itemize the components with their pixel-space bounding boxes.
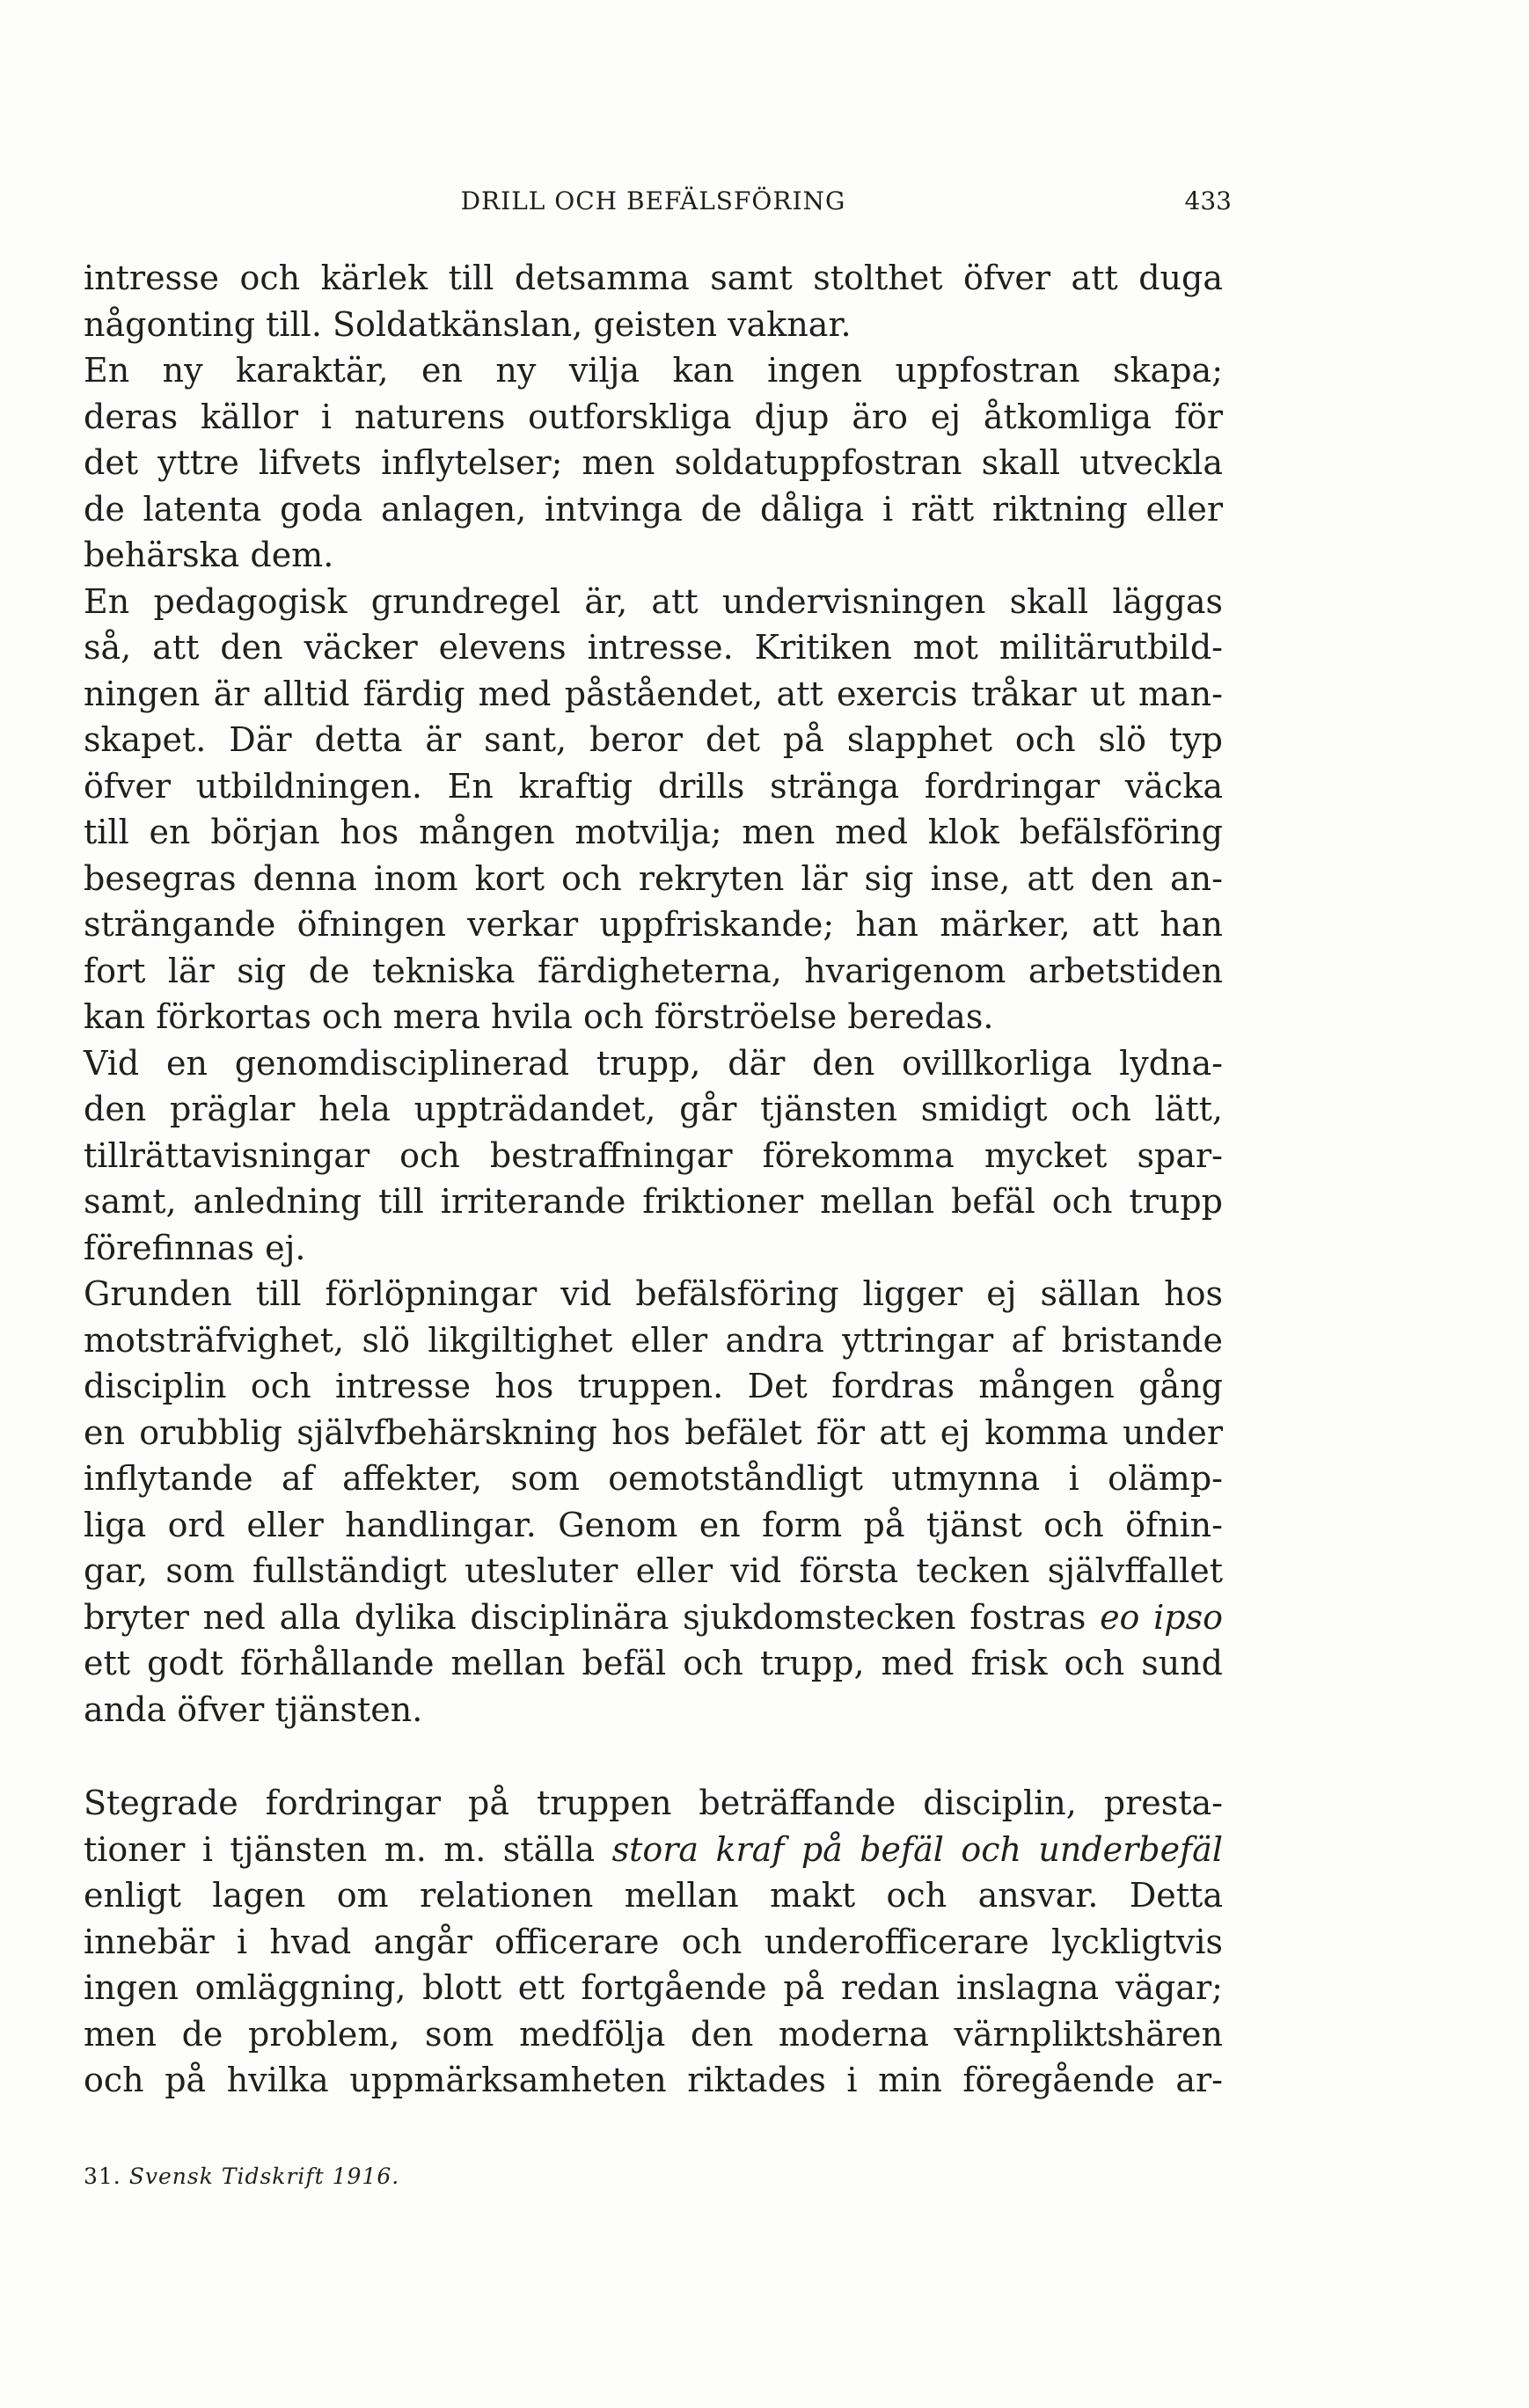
text-line: samt, anledning till irriterande friktioner mellan befäl och trupp [84, 1182, 1223, 1221]
text-line: men de problem, som medfölja den moderna värnpliktshären [84, 2014, 1223, 2054]
text-line: motsträfvighet, slö likgiltighet eller andra yttringar af bristande [84, 1320, 1223, 1360]
text-line: En ny karaktär, en ny vilja kan ingen uppfostran skapa; [84, 351, 1223, 390]
text-line: strängande öfningen verkar uppfriskande; han märker, att han [84, 905, 1223, 944]
text-line: Grunden till förlöpningar vid befälsföring ligger ej sällan hos [84, 1274, 1223, 1313]
text-line: och på hvilka uppmärksamheten riktades i min föregående ar- [84, 2061, 1223, 2099]
text-line: intresse och kärlek till detsamma samt stolthet öfver att duga [84, 259, 1223, 297]
text-line: deras källor i naturens outforskliga djup äro ej åtkomliga för [84, 397, 1223, 436]
text-line: fort lär sig de tekniska färdigheterna, hvarigenom arbetstiden [84, 951, 1223, 990]
signature-number: 31. [84, 2164, 121, 2189]
italic-phrase: eo ipso [1100, 1597, 1223, 1637]
text-line: behärska dem. [84, 536, 334, 574]
signature-text: Svensk Tidskrift 1916. [128, 2164, 400, 2189]
text-line: en orubblig självfbehärskning hos befälet för att ej komma under [84, 1412, 1223, 1452]
text-line: anda öfver tjänsten. [84, 1689, 423, 1729]
text-line: så, att den väcker elevens intresse. Kritiken mot militärutbild- [84, 628, 1223, 667]
text-line [84, 1827, 1223, 1873]
text-line: liga ord eller handlingar. Genom en form på tjänst och öfnin- [84, 1505, 1223, 1544]
text-line: kan förkortas och mera hvila och förströelse beredas. [84, 997, 994, 1036]
body-text [84, 255, 1223, 2104]
text-line: besegras denna inom kort och rekryten lär sig inse, att den an- [84, 858, 1223, 898]
text-line: det yttre lifvets inflytelser; men soldatuppfostran skall utveckla [84, 443, 1223, 482]
text-line: ett godt förhållande mellan befäl och trupp, med frisk och sund [84, 1644, 1223, 1682]
running-title: DRILL OCH BEFÄLSFÖRING [460, 186, 846, 215]
text-line: tillrättavisningar och bestraffningar förekomma mycket spar- [84, 1135, 1223, 1175]
text-line: till en början hos mången motvilja; men med klok befälsföring [84, 813, 1223, 851]
italic-phrase: stora kraf på befäl och underbefäl [611, 1829, 1223, 1869]
running-head [84, 186, 1232, 222]
text-line: gar, som fullständigt utesluter eller vid första tecken självffallet [84, 1551, 1223, 1590]
text-span: bryter ned alla dylika disciplinära sjukdomstecken fostras [84, 1597, 1086, 1637]
text-line: inflytande af affekter, som oemotståndligt utmynna i olämp- [84, 1459, 1223, 1498]
text-line: någonting till. Soldatkänslan, geisten vaknar. [84, 304, 852, 344]
footer-signature [84, 2164, 399, 2189]
text-line: de latenta goda anlagen, intvinga de dåliga i rätt riktning eller [84, 489, 1223, 529]
text-line: Stegrade fordringar på truppen beträffande disciplin, presta- [84, 1784, 1223, 1822]
text-line [84, 1594, 1223, 1641]
text-line: förefinnas ej. [84, 1228, 306, 1267]
text-line: innebär i hvad angår officerare och underofficerare lyckligtvis [84, 1922, 1223, 1961]
text-span: tioner i tjänsten m. m. ställa [84, 1829, 596, 1869]
section-gap [84, 1733, 1223, 1780]
text-line: skapet. Där detta är sant, beror det på slapphet och slö typ [84, 720, 1223, 759]
text-line: enligt lagen om relationen mellan makt och ansvar. Detta [84, 1876, 1223, 1915]
text-line: Vid en genomdisciplinerad trupp, där den ovillkorliga lydna- [84, 1043, 1223, 1083]
page-number: 433 [1184, 186, 1232, 215]
text-line: ningen är alltid färdig med påståendet, att exercis tråkar ut man- [84, 674, 1223, 713]
text-line: den präglar hela uppträdandet, går tjänsten smidigt och lätt, [84, 1090, 1223, 1128]
text-line: En pedagogisk grundregel är, att undervisningen skall läggas [84, 581, 1223, 621]
text-line: disciplin och intresse hos truppen. Det fordras mången gång [84, 1367, 1223, 1405]
text-line: ingen omläggning, blott ett fortgående på redan inslagna vägar; [84, 1968, 1223, 2007]
text-line: öfver utbildningen. En kraftig drills stränga fordringar väcka [84, 766, 1223, 806]
